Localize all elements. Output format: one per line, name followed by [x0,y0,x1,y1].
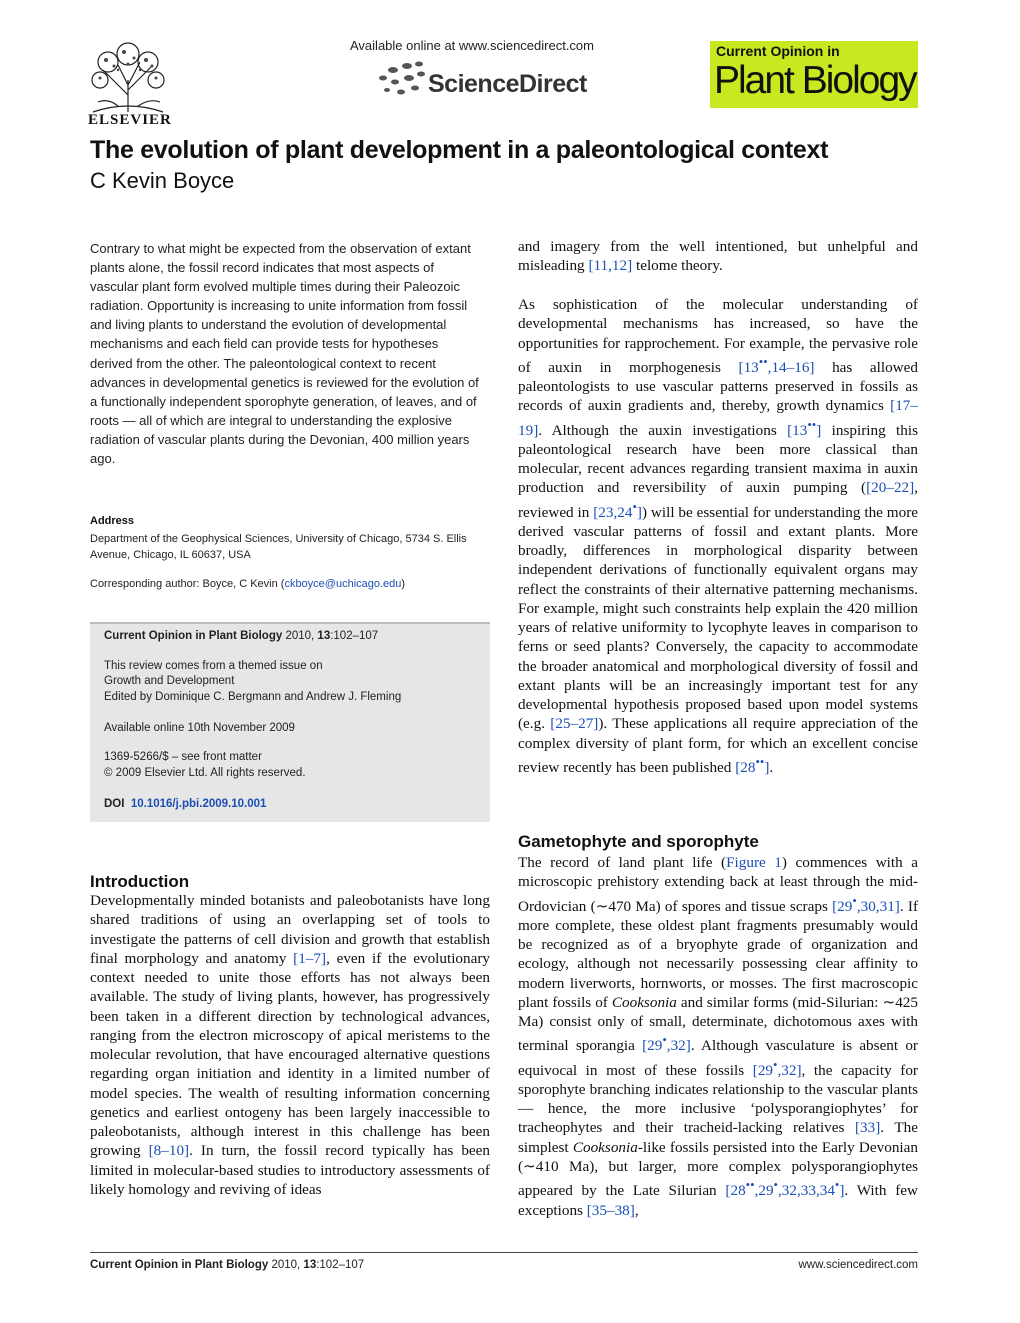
citation-link[interactable]: [29•,32] [642,1033,691,1055]
citation-link[interactable]: [8–10] [148,1142,190,1160]
citation-link[interactable]: [17–19] [518,397,918,439]
citation-link[interactable]: [28••,29•,32,33,34•] [725,1178,845,1200]
footer-year: 2010, [268,1259,304,1271]
footer-citation [90,1259,364,1271]
introduction-heading: Introduction [90,872,190,891]
footer-volume: 13 [303,1259,317,1271]
info-available: Available online 10th November 2009 [104,722,295,734]
introduction-body: Developmentally minded botanists and paleobotanists have long shared traditions of using an overlapping set of tools to investigate the patterns of cell division and growth that establish final morphology and anatomy [1–7], even if the evolutionary context needed to unite those efforts has not always been available. The study of living plants, however, has progressively been taken in a different direction by technological advances, ranging from the electron microscopy of apical meristems to the molecular revolution, that have encouraged alternative questions regarding organ initiation and identity in a limited number of model species. The wealth of resulting information concerning genetics and earliest ontogeny has been largely inaccessible to paleobotanists, although interest in this challenge has been growing [8–10]. In turn, the fossil record typically has been limited in molecular-based studies to introductory assessments of likely homology and reviving of ideas [90,892,490,1198]
info-issn: 1369-5266/$ – see front matter [104,751,262,763]
info-theme-line1: This review comes from a themed issue on [104,660,323,672]
abstract-text: Contrary to what might be expected from the observation of extant plants alone, the fossil record indicates that most aspects of vascular plant form evolved multiple times during their Paleozoic radiation. Opportunity is increasing to unite information from fossil and living plants to understand the evolution of developmental mechanisms and each field can provide tests for hypotheses derived from the other. The paleontological context to recent advances in developmental genetics is reviewed for the evolution of a functionally independent sporophyte generation, of leaves, and of roots — all of which are integral to understanding the explosive radiation of vascular plants during the Devonian, 400 million years ago. [90,241,479,467]
citation-link[interactable]: [29•,30,31] [832,893,900,915]
figure-link[interactable]: Figure 1 [726,854,782,871]
citation-link[interactable]: [29•,32] [752,1057,802,1079]
footer-divider [90,1252,918,1253]
author-email-link[interactable]: ckboyce@uchicago.edu [284,578,402,590]
journal-logo-line2: Plant Biology [714,59,916,102]
info-year: 2010, [282,630,318,642]
info-citation [104,629,378,645]
available-online-text: Available online at www.sciencedirect.com [350,38,594,53]
address-text: Department of the Geophysical Sciences, University of Chicago, 5734 S. Ellis Avenue, Chicago, IL 60637, USA [90,533,467,561]
article-title: The evolution of plant development in a paleontological context [90,136,829,164]
doi-link[interactable]: 10.1016/j.pbi.2009.10.001 [130,798,267,810]
info-journal: Current Opinion in Plant Biology [104,630,283,642]
citation-link[interactable]: [11,12] [588,257,633,275]
publisher-name: ELSEVIER [88,112,172,128]
address-heading: Address [90,515,135,527]
body-paragraph: and imagery from the well intentioned, but unhelpful and misleading [11,12] telome theory. [518,238,918,275]
corresponding-prefix: Corresponding author: Boyce, C Kevin ( [90,578,285,590]
gametophyte-heading: Gametophyte and sporophyte [518,832,759,851]
info-pages: :102–107 [330,630,379,642]
corresponding-suffix: ) [401,578,406,590]
info-copyright: © 2009 Elsevier Ltd. All rights reserved. [104,767,306,779]
body-paragraph: As sophistication of the molecular understanding of developmental mechanisms has increased, so have the opportunities for rapprochement. For example, the pervasive role of auxin in morphogenesis [13••,14–16] has allowed paleontologists to use vascular patterns preserved in fossils as records of auxin gradients and, thereby, growth dynamics [17–19]. Although the auxin investigations [13••] inspiring this paleontological research have been more classical than molecular, recent advances regarding transient maxima in auxin production and reversibility of auxin pumping ([20–22], reviewed in [23,24•]) will be essential for understanding the more derived vascular patterns of fossil and extant plants. More broadly, differences in morphological disparity between independent derivations of functionally equivalent organs may reflect the constraints of their alternative patterning mechanisms. For example, might such constraints help explain the 420 million years of relative uniformity to lycophyte leaves in comparison to ferns or seed plants? Conversely, the capacity to accommodate the broader anatomical and morphological diversity of fossil and extant plants will be an increasingly important test for any developmental hypothesis proposed based upon model systems (e.g. [25–27]). These applications all require appreciation of the complex diversity of plant form, for which an excellent concise review recently has been published [28••]. [518,296,919,776]
citation-link[interactable]: [13••,14–16] [738,354,815,376]
footer-website[interactable]: www.sciencedirect.com [798,1259,918,1271]
citation-link[interactable]: [13••] [787,417,822,439]
citation-link[interactable]: [33] [854,1119,881,1137]
info-volume: 13 [317,630,331,642]
footer-pages: :102–107 [316,1259,365,1271]
citation-link[interactable]: [35–38] [586,1201,635,1219]
article-author: C Kevin Boyce [90,168,235,193]
doi-label: DOI [104,798,125,810]
journal-logo-line1: Current Opinion in [716,43,840,59]
citation-link[interactable]: [1–7] [293,949,327,967]
sciencedirect-logo-text: ScienceDirect [428,70,587,98]
info-theme-line2: Growth and Development [104,675,235,687]
citation-link[interactable]: [28••] [735,754,770,776]
body-paragraph: The record of land plant life (Figure 1) commences with a microscopic prehistory extending back at least through the mid-Ordovician (∼470 Ma) of spores and tissue scraps [29•,30,31]. If more complete, these oldest plant fragments presumably would be recognized as of a bryophyte grade of organization and ecology, although not necessarily possessing clear affinity to modern liverworts, hornworts, or mosses. The first macroscopic plant fossils of Cooksonia and similar forms (mid-Silurian: ∼425 Ma) consist only of small, determinate, dichotomous axes with terminal sporangia [29•,32]. Although vasculature is absent or equivocal in most of these fossils [29•,32], the capacity for sporophyte branching indicates relationship to the vascular plants — hence, the more inclusive ‘polysporangiophytes’ for tracheophytes and their tracheid-lacking relatives [33]. The simplest Cooksonia-like fossils persisted into the Early Devonian (∼410 Ma), but larger, more complex polysporangiophytes appeared by the Late Silurian [28••,29•,32,33,34•]. With few exceptions [35–38], [518,854,919,1219]
info-editors: Edited by Dominique C. Bergmann and Andrew J. Fleming [104,691,402,703]
footer-journal: Current Opinion in Plant Biology [90,1259,269,1271]
corresponding-author [90,578,405,590]
info-doi [104,797,266,813]
citation-link[interactable]: [23,24•] [593,499,642,521]
citation-link[interactable]: [25–27] [550,715,599,733]
citation-link[interactable]: [20–22] [866,479,915,497]
